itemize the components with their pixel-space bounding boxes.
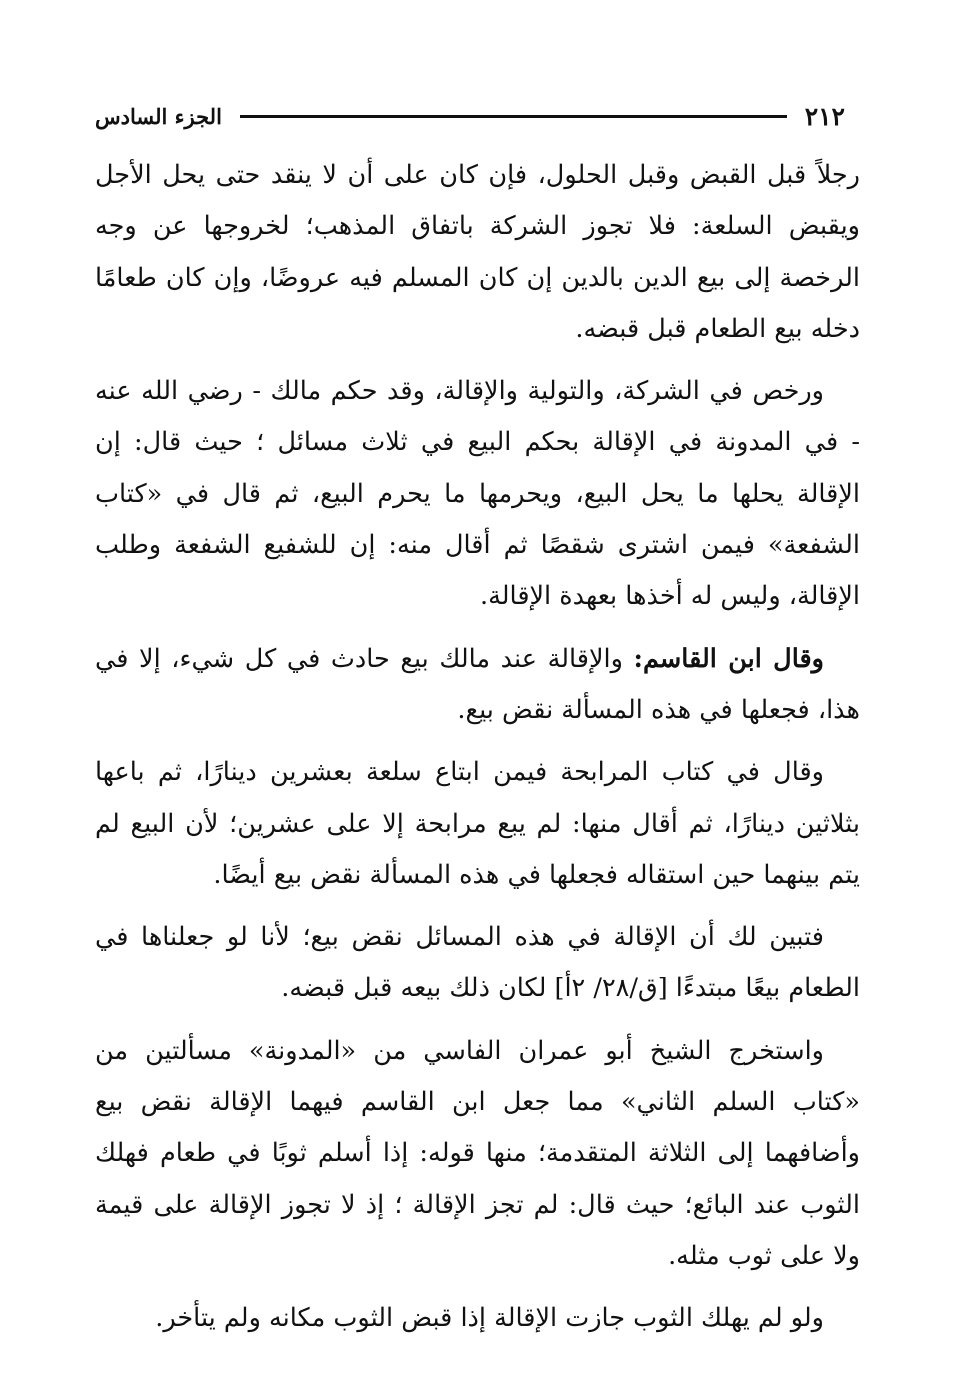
paragraph xyxy=(95,634,860,737)
paragraph-text: رجلاً قبل القبض وقبل الحلول، فإن كان على أن لا ينقد حتى يحل الأجل ويقبض السلعة: فلا تجوز الشركة باتفاق المذهب؛ لخروجها عن وجه الرخصة إلى بيع الدين بالدين إن كان المسلم فيه عروضًا، وإن كان طعامًا دخله بيع الطعام قبل قبضه. xyxy=(95,160,860,344)
paragraph xyxy=(95,1026,860,1282)
paragraph-lead: وقال ابن القاسم: xyxy=(633,643,824,674)
page-number: ٢١٢ xyxy=(804,101,845,131)
paragraph xyxy=(95,747,860,901)
running-title: الجزء السادس xyxy=(95,103,222,129)
page-header xyxy=(95,96,845,136)
body-text xyxy=(95,150,860,1356)
paragraph xyxy=(95,912,860,1015)
paragraph-text: ولو لم يهلك الثوب جازت الإقالة إذا قبض الثوب مكانه ولم يتأخر. xyxy=(155,1303,824,1334)
paragraph xyxy=(95,150,860,355)
paragraph xyxy=(95,1293,860,1344)
paragraph xyxy=(95,366,860,622)
header-rule xyxy=(240,115,787,118)
paragraph-text: وقال في كتاب المرابحة فيمن ابتاع سلعة بعشرين دينارًا، ثم باعها بثلاثين دينارًا، ثم أقال منها: لم يبع مرابحة إلا على عشرين؛ لأن البيع لم يتم بينهما حين استقاله فجعلها في هذه المسألة نقض بيع أيضًا. xyxy=(95,757,860,890)
paragraph-text: فتبين لك أن الإقالة في هذه المسائل نقض بيع؛ لأنا لو جعلناها في الطعام بيعًا مبتدءًا [ق/٢٨/ ٢أ] لكان ذلك بيعه قبل قبضه. xyxy=(95,922,860,1004)
paragraph-text: ورخص في الشركة، والتولية والإقالة، وقد حكم مالك - رضي الله عنه - في المدونة في الإقالة بحكم البيع في ثلاث مسائل ؛ حيث قال: إن الإقالة يحلها ما يحل البيع، ويحرمها ما يحرم البيع، ثم قال في «كتاب الشفعة» فيمن اشترى شقصًا ثم أقال منه: إن للشفيع الشفعة وطلب الإقالة، وليس له أخذها بعهدة الإقالة. xyxy=(95,376,860,612)
paragraph-text: واستخرج الشيخ أبو عمران الفاسي من «المدونة» مسألتين من «كتاب السلم الثاني» مما جعل ابن القاسم فيهما الإقالة نقض بيع وأضافهما إلى الثلاثة المتقدمة؛ منها قوله: إذا أسلم ثوبًا في طعام فهلك الثوب عند البائع؛ حيث قال: لم تجز الإقالة ؛ إذ لا تجوز الإقالة على قيمة ولا على ثوب مثله. xyxy=(95,1035,860,1271)
paragraph-text: والإقالة عند مالك بيع حادث في كل شيء، إلا في هذا، فجعلها في هذه المسألة نقض بيع. xyxy=(95,643,860,725)
